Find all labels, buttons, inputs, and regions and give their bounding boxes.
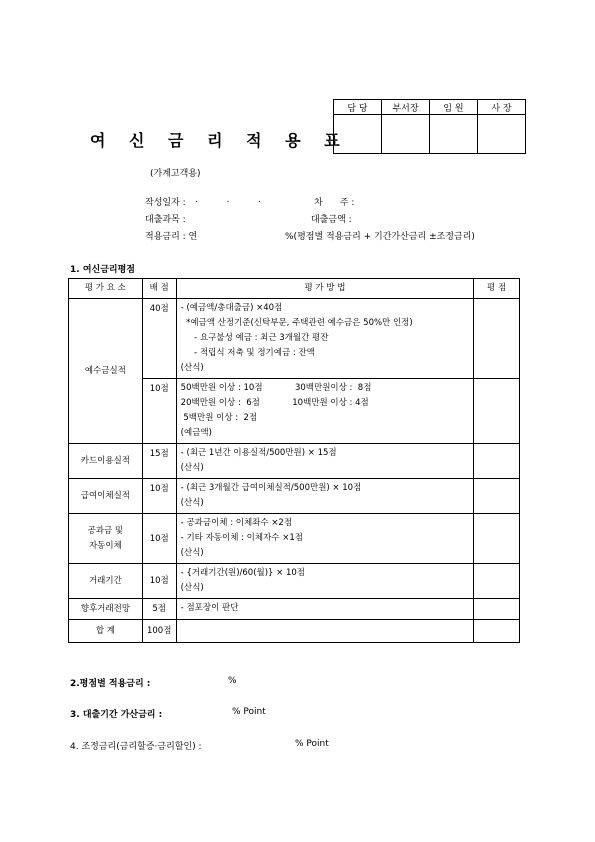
approval-signature-dept-head[interactable] (382, 115, 430, 154)
table-row-total (69, 620, 520, 643)
weight-outlook: 5점 (142, 599, 176, 620)
section-2-label: 2.평점별 적용금리 : (70, 679, 151, 689)
header-method: 평 가 방 법 (176, 279, 474, 299)
document-title: 여 신 금 리 적 용 표 (90, 131, 349, 150)
weight-total: 100점 (142, 620, 176, 643)
section-3-unit: % Point (232, 707, 266, 717)
approval-signature-staff[interactable] (334, 115, 382, 154)
method-outlook: - 점포장이 판단 (176, 599, 474, 620)
approval-signature-executive[interactable] (430, 115, 478, 154)
factor-outlook: 향후거래전망 (69, 599, 143, 620)
approval-header-president: 사 장 (478, 100, 526, 115)
section-1-heading: 1. 여신금리평점 (70, 265, 135, 275)
borrower-label: 차 주 : (314, 198, 355, 208)
score-cell-card[interactable] (474, 444, 520, 479)
header-score: 평 점 (474, 279, 520, 299)
header-factor: 평 가 요 소 (69, 279, 143, 299)
weight-period: 10점 (142, 564, 176, 599)
weight-utility: 10점 (142, 514, 176, 564)
method-utility: - 공과금이체 : 이체좌수 ×2점 - 기타 자동이체 : 이체자수 ×1점 (산식) (176, 514, 474, 564)
section-3-label: 3. 대출기간 가산금리 : (70, 710, 163, 720)
table-row-card (69, 444, 520, 479)
method-total (176, 620, 474, 643)
factor-card: 카드이용실적 (69, 444, 143, 479)
weight-card: 15점 (142, 444, 176, 479)
table-header-row (69, 279, 520, 299)
date-value[interactable]: . . . (195, 195, 261, 205)
weight-deposit-2: 10점 (142, 379, 176, 444)
approval-signature-president[interactable] (478, 115, 526, 154)
factor-total: 합 계 (69, 620, 143, 643)
table-row-deposit-1 (69, 299, 520, 379)
score-cell-period[interactable] (474, 564, 520, 599)
loan-subject-label: 대출과목 : (145, 215, 186, 225)
weight-deposit-1: 40점 (142, 299, 176, 379)
rate-evaluation-table (68, 278, 520, 643)
method-salary: - (최근 3개월간 급여이체실적/500만원) × 10점 (산식) (176, 479, 474, 514)
factor-deposit: 예수금실적 (69, 299, 143, 444)
score-cell-salary[interactable] (474, 479, 520, 514)
table-row-outlook (69, 599, 520, 620)
table-row-salary (69, 479, 520, 514)
method-deposit-1: - (예금액/총대출금) ×40점 *예금액 산정기준(신탁부문, 주택관련 예수금은 50%만 인정) - 요구불성 예금 : 최근 3개월간 평잔 - 적립식 저축 및 정기예금 : 잔액 (산식) (176, 299, 474, 379)
approval-header-staff: 담 당 (334, 100, 382, 115)
approval-header-dept-head: 부서장 (382, 100, 430, 115)
rate-formula: %(평점별 적용금리 + 기간가산금리 ±조정금리) (285, 232, 475, 242)
weight-salary: 10점 (142, 479, 176, 514)
loan-amount-label: 대출금액 : (311, 215, 352, 225)
approval-box (333, 99, 526, 154)
table-row-period (69, 564, 520, 599)
factor-utility: 공과금 및 자동이체 (69, 514, 143, 564)
score-cell-deposit-2[interactable] (474, 379, 520, 444)
document-subtitle: (가계고객용) (150, 169, 201, 179)
method-period: - {거래기간(원)/60(월)} × 10점 (산식) (176, 564, 474, 599)
factor-salary: 급여이체실적 (69, 479, 143, 514)
section-4-label: 4. 조정금리(금리할증·금리할인) : (70, 742, 202, 752)
method-card: - (최근 1년간 이용실적/500만원) × 15점 (산식) (176, 444, 474, 479)
score-cell-deposit-1[interactable] (474, 299, 520, 379)
method-deposit-2: 50백만원 이상 : 10점 30백만원이상 : 8점 20백만원 이상 : 6점 10백만원 이상 : 4점 5백만원 이상 : 2점 (예금액) (176, 379, 474, 444)
score-cell-outlook[interactable] (474, 599, 520, 620)
score-cell-total[interactable] (474, 620, 520, 643)
header-weight: 배 점 (142, 279, 176, 299)
section-2-unit: % (228, 676, 237, 686)
section-4-unit: % Point (295, 739, 329, 749)
rate-label: 적용금리 : 연 (145, 232, 198, 242)
factor-period: 거래기간 (69, 564, 143, 599)
date-label: 작성일자 : (145, 198, 186, 208)
table-row-utility (69, 514, 520, 564)
approval-header-executive: 임 원 (430, 100, 478, 115)
score-cell-utility[interactable] (474, 514, 520, 564)
